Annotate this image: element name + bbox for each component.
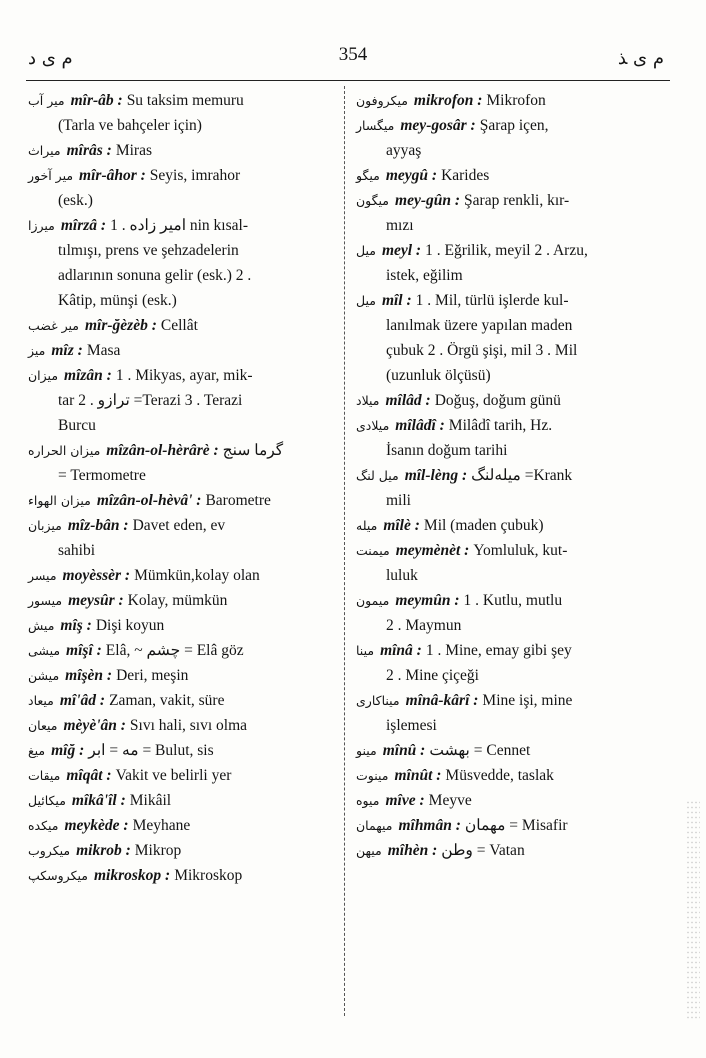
arabic-headword: میل [356, 243, 376, 258]
dictionary-entry [28, 863, 336, 888]
definition-continuation: 2 . Maymun [386, 617, 462, 634]
definition-text: Vakit ve belirli yer [115, 767, 232, 784]
transliterated-headword: mîrzâ : [60, 217, 107, 234]
entry-first-line [356, 163, 662, 188]
definition-text: Mikrop [134, 842, 182, 859]
entry-first-line [356, 463, 662, 488]
transliterated-headword: meymènèt : [395, 542, 470, 559]
entry-first-line [28, 513, 336, 538]
transliterated-headword: mîzân-ol-hèrârè : [106, 442, 219, 459]
arabic-headword: میعاد [28, 693, 54, 708]
entry-first-line [356, 113, 662, 138]
dictionary-entry [28, 213, 336, 313]
entry-first-line [356, 588, 662, 613]
definition-text: مه = ابر = Bulut, sis [88, 742, 214, 759]
definition-text: 1 . Mikyas, ayar, mik- [115, 367, 253, 384]
arabic-headword: میزان الحراره [28, 443, 101, 458]
arabic-headword: مینوت [356, 768, 389, 783]
definition-text: Meyhane [132, 817, 191, 834]
arabic-headword: میمون [356, 593, 390, 608]
dictionary-entry [28, 363, 336, 438]
entry-first-line [356, 738, 662, 763]
page-number: 354 [338, 44, 368, 65]
definition-continuation: İsanın doğum tarihi [386, 442, 508, 459]
entry-first-line [28, 638, 336, 663]
dictionary-entry [28, 313, 336, 338]
definition-continuation: (uzunluk ölçüsü) [386, 367, 491, 384]
transliterated-headword: mîş : [60, 617, 92, 634]
header-left-letters: م ی د [28, 48, 73, 69]
arabic-headword: میسر [28, 568, 57, 583]
definition-text: Meyve [428, 792, 472, 809]
entry-first-line [28, 763, 336, 788]
dictionary-entry [356, 513, 662, 538]
dictionary-entry [28, 763, 336, 788]
definition-text: Miras [115, 142, 152, 159]
definition-continuation: istek, eğilim [386, 267, 463, 284]
definition-continuation: tılmışı, prens ve şehzadelerin [58, 242, 239, 259]
definition-continuation: adlarının sonuna gelir (esk.) 2 . [58, 267, 252, 284]
entry-first-line [356, 88, 662, 113]
arabic-headword: میغ [28, 743, 46, 758]
definition-text: 1 . Kutlu, mutlu [463, 592, 563, 609]
transliterated-headword: mîve : [385, 792, 425, 809]
transliterated-headword: mey-gûn : [395, 192, 461, 209]
transliterated-headword: mîşî : [66, 642, 102, 659]
dictionary-entry [28, 713, 336, 738]
transliterated-headword: meygû : [385, 167, 438, 184]
definition-text: Davet eden, ev [132, 517, 226, 534]
arabic-headword: میوه [356, 793, 380, 808]
definition-text: 1 . Eğrilik, meyil 2 . Arzu, [425, 242, 588, 259]
arabic-headword: میشن [28, 668, 60, 683]
definition-continuation: Kâtip, münşi (esk.) [58, 292, 177, 309]
dictionary-entry [356, 463, 662, 513]
dictionary-entry [356, 688, 662, 738]
arabic-headword: میراث [28, 143, 61, 158]
definition-text: وطن = Vatan [441, 842, 525, 859]
dictionary-entry [356, 738, 662, 763]
entry-first-line [28, 438, 336, 463]
dictionary-entry [356, 638, 662, 688]
definition-continuation: tar 2 . ترازو =Terazi 3 . Terazi [58, 392, 243, 409]
entry-first-line [28, 813, 336, 838]
dictionary-entry [356, 288, 662, 388]
arabic-headword: میکروب [28, 843, 71, 858]
transliterated-headword: mîhèn : [387, 842, 438, 859]
dictionary-entry [356, 763, 662, 788]
entry-first-line [28, 138, 336, 163]
definition-text: Sıvı hali, sıvı olma [129, 717, 248, 734]
dictionary-entry [356, 788, 662, 813]
definition-text: Doğuş, doğum günü [434, 392, 561, 409]
entry-first-line [28, 588, 336, 613]
arabic-headword: میر آب [28, 93, 65, 108]
definition-text: Elâ, ~ چشم = Elâ göz [105, 642, 244, 659]
entry-first-line [356, 413, 662, 438]
header-rule [26, 80, 670, 81]
definition-text: Kolay, mümkün [127, 592, 228, 609]
arabic-headword: میله [356, 518, 378, 533]
arabic-headword: میش [28, 618, 55, 633]
entry-first-line [356, 513, 662, 538]
definition-text: Yomluluk, kut- [473, 542, 568, 559]
entry-first-line [356, 188, 662, 213]
arabic-headword: میشی [28, 643, 61, 658]
right-column [356, 88, 662, 863]
entry-first-line [28, 688, 336, 713]
dictionary-entry [356, 238, 662, 288]
dictionary-entry [356, 188, 662, 238]
dictionary-entry [356, 163, 662, 188]
transliterated-headword: mînût : [394, 767, 442, 784]
dictionary-entry [28, 488, 336, 513]
entry-first-line [28, 738, 336, 763]
definition-continuation: mızı [386, 217, 414, 234]
column-divider [344, 86, 345, 1016]
arabic-headword: میهمان [356, 818, 393, 833]
transliterated-headword: mikrob : [76, 842, 131, 859]
definition-text: Deri, meşin [116, 667, 189, 684]
transliterated-headword: mîhmân : [398, 817, 461, 834]
dictionary-entry [356, 388, 662, 413]
arabic-headword: میگون [356, 193, 390, 208]
entry-first-line [28, 213, 336, 238]
dictionary-entry [28, 613, 336, 638]
definition-text: Karides [441, 167, 490, 184]
definition-text: Su taksim memuru [126, 92, 244, 109]
arabic-headword: میکروفون [356, 93, 408, 108]
transliterated-headword: mînâ : [380, 642, 422, 659]
entry-first-line [356, 288, 662, 313]
entry-first-line [356, 788, 662, 813]
transliterated-headword: mîr-âb : [70, 92, 123, 109]
transliterated-headword: mîlâdî : [395, 417, 445, 434]
dictionary-entry [356, 113, 662, 163]
entry-first-line [356, 763, 662, 788]
definition-text: Zaman, vakit, süre [109, 692, 225, 709]
entry-first-line [356, 638, 662, 663]
definition-text: Masa [86, 342, 121, 359]
definition-text: Mikâil [129, 792, 172, 809]
definition-continuation: lanılmak üzere yapılan maden [386, 317, 573, 334]
definition-text: 1 . امیر زاده nin kısal- [110, 217, 248, 234]
transliterated-headword: mîr-ğèzèb : [85, 317, 157, 334]
transliterated-headword: mîğ : [51, 742, 85, 759]
definition-text: بهشت = Cennet [429, 742, 531, 759]
dictionary-entry [356, 838, 662, 863]
definition-text: Seyis, imrahor [149, 167, 241, 184]
dictionary-entry [28, 788, 336, 813]
definition-continuation: (Tarla ve bahçeler için) [58, 117, 202, 134]
transliterated-headword: mèyè'ân : [63, 717, 126, 734]
arabic-headword: میکده [28, 818, 59, 833]
transliterated-headword: mîzân-ol-hèvâ' : [96, 492, 202, 509]
dictionary-entry [356, 538, 662, 588]
transliterated-headword: mîr-âhor : [79, 167, 146, 184]
definition-text: Mikroskop [174, 867, 243, 884]
transliterated-headword: mîz : [51, 342, 83, 359]
dictionary-entry [28, 813, 336, 838]
dictionary-entry [28, 513, 336, 563]
definition-text: میلەلنگ =Krank [471, 467, 573, 484]
definition-continuation: luluk [386, 567, 418, 584]
dictionary-entry [28, 563, 336, 588]
arabic-headword: میرزا [28, 218, 55, 233]
transliterated-headword: meyl : [381, 242, 422, 259]
definition-continuation: 2 . Mine çiçeği [386, 667, 479, 684]
entry-first-line [28, 613, 336, 638]
dictionary-entry [28, 688, 336, 713]
entry-first-line [356, 688, 662, 713]
entry-first-line [28, 88, 336, 113]
dictionary-entry [28, 438, 336, 488]
dictionary-entry [28, 663, 336, 688]
transliterated-headword: mikrofon : [413, 92, 483, 109]
entry-first-line [28, 363, 336, 388]
dictionary-entry [356, 588, 662, 638]
arabic-headword: میزبان [28, 518, 62, 533]
transliterated-headword: meymûn : [395, 592, 460, 609]
dictionary-entry [28, 138, 336, 163]
arabic-headword: میل [356, 293, 376, 308]
entry-first-line [28, 663, 336, 688]
transliterated-headword: mînû : [382, 742, 426, 759]
page-edge-speckle [686, 800, 700, 1020]
arabic-headword: میگسار [356, 118, 395, 133]
entry-first-line [356, 538, 662, 563]
transliterated-headword: mikroskop : [93, 867, 171, 884]
page-header [0, 44, 706, 74]
transliterated-headword: meysûr : [68, 592, 124, 609]
dictionary-entry [28, 163, 336, 213]
dictionary-entry [28, 88, 336, 138]
transliterated-headword: mî'âd : [59, 692, 106, 709]
transliterated-headword: mîlâd : [385, 392, 431, 409]
transliterated-headword: mîkâ'îl : [71, 792, 126, 809]
transliterated-headword: moyèssèr : [62, 567, 131, 584]
definition-text: گرما سنج [222, 442, 284, 459]
definition-continuation: ayyaş [386, 142, 422, 159]
transliterated-headword: mîzân : [64, 367, 112, 384]
definition-text: 1 . Mil, türlü işlerde kul- [415, 292, 569, 309]
arabic-headword: میهن [356, 843, 382, 858]
entry-first-line [356, 813, 662, 838]
entry-first-line [28, 788, 336, 813]
arabic-headword: میکائیل [28, 793, 66, 808]
definition-text: Şarap içen, [479, 117, 549, 134]
arabic-headword: میل لنگ [356, 468, 399, 483]
entry-first-line [28, 313, 336, 338]
arabic-headword: میقات [28, 768, 61, 783]
transliterated-headword: mîz-bân : [67, 517, 129, 534]
arabic-headword: میگو [356, 168, 380, 183]
left-column [28, 88, 336, 888]
transliterated-headword: mîşèn : [65, 667, 113, 684]
entry-first-line [28, 838, 336, 863]
definition-text: Mil (maden çubuk) [423, 517, 544, 534]
transliterated-headword: mînâ-kârî : [405, 692, 479, 709]
definition-text: مهمان = Misafir [464, 817, 568, 834]
definition-continuation: işlemesi [386, 717, 437, 734]
dictionary-entry [356, 813, 662, 838]
arabic-headword: میزان [28, 368, 59, 383]
definition-continuation: Burcu [58, 417, 96, 434]
entry-first-line [28, 338, 336, 363]
transliterated-headword: mîl : [381, 292, 412, 309]
entry-first-line [28, 563, 336, 588]
definition-continuation: (esk.) [58, 192, 93, 209]
definition-text: Cellât [160, 317, 198, 334]
dictionary-entry [28, 338, 336, 363]
arabic-headword: مینو [356, 743, 377, 758]
entry-first-line [356, 838, 662, 863]
arabic-headword: میز [28, 343, 46, 358]
arabic-headword: میعان [28, 718, 58, 733]
definition-continuation: sahibi [58, 542, 96, 559]
dictionary-entry [28, 738, 336, 763]
entry-first-line [28, 713, 336, 738]
transliterated-headword: mîlè : [383, 517, 420, 534]
definition-text: Şarap renkli, kır- [464, 192, 570, 209]
arabic-headword: میمنت [356, 543, 390, 558]
definition-text: Milâdî tarih, Hz. [448, 417, 553, 434]
arabic-headword: میناکاری [356, 693, 400, 708]
transliterated-headword: mey-gosâr : [400, 117, 476, 134]
definition-text: 1 . Mine, emay gibi şey [425, 642, 572, 659]
arabic-headword: میکروسکپ [28, 868, 88, 883]
dictionary-entry [28, 638, 336, 663]
definition-text: Mikrofon [486, 92, 546, 109]
transliterated-headword: meykède : [64, 817, 129, 834]
arabic-headword: میلاد [356, 393, 380, 408]
definition-text: Dişi koyun [95, 617, 165, 634]
entry-first-line [28, 163, 336, 188]
definition-text: Barometre [205, 492, 271, 509]
arabic-headword: میر آخور [28, 168, 74, 183]
definition-text: Mümkün,kolay olan [134, 567, 260, 584]
entry-first-line [356, 238, 662, 263]
entry-first-line [28, 863, 336, 888]
arabic-headword: میسور [28, 593, 63, 608]
transliterated-headword: mîqât : [66, 767, 112, 784]
dictionary-entry [28, 588, 336, 613]
dictionary-entry [28, 838, 336, 863]
transliterated-headword: mîl-lèng : [404, 467, 468, 484]
definition-continuation: çubuk 2 . Örgü şişi, mil 3 . Mil [386, 342, 578, 359]
arabic-headword: میلادی [356, 418, 390, 433]
dictionary-entry [356, 88, 662, 113]
transliterated-headword: mîrâs : [66, 142, 112, 159]
definition-text: Mine işi, mine [482, 692, 573, 709]
dictionary-entry [356, 413, 662, 463]
arabic-headword: میر غضب [28, 318, 79, 333]
definition-continuation: = Termometre [58, 467, 146, 484]
definition-continuation: mili [386, 492, 411, 509]
arabic-headword: مینا [356, 643, 375, 658]
definition-text: Müsvedde, taslak [445, 767, 554, 784]
entry-first-line [28, 488, 336, 513]
arabic-headword: میزان الهواء [28, 493, 91, 508]
header-right-letters: م ی ﺬ [617, 48, 664, 69]
entry-first-line [356, 388, 662, 413]
